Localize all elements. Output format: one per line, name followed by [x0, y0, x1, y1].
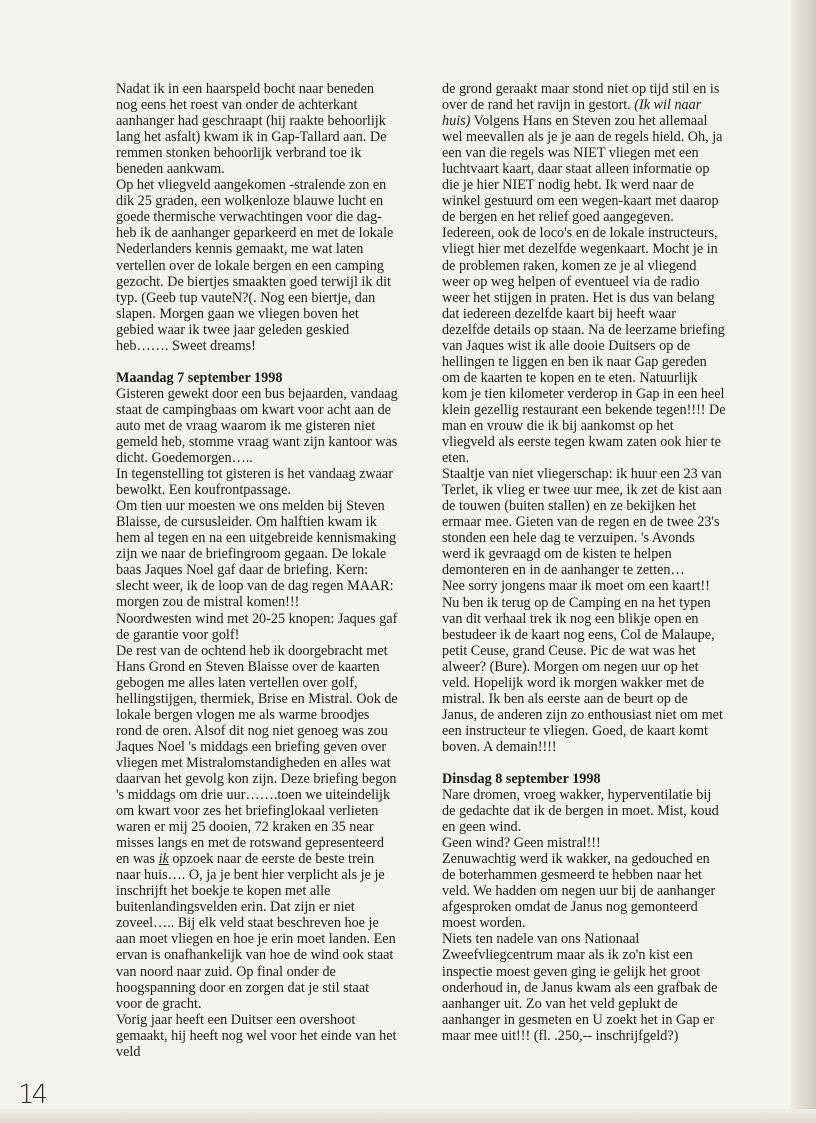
- paragraph: [116, 643, 398, 1012]
- paragraph: Nadat ik in een haarspeld bocht naar beneden nog eens het roest van onder de achterkant aanhanger had geschraapt (hij raakte behoorlijk lang het asfalt) kwam ik in Gap-Tallard aan. De remmen stonken behoorlijk verbrand toe ik beneden aankwam.: [116, 81, 387, 178]
- paragraph: Geen wind? Geen mistral!!!: [442, 835, 601, 852]
- paragraph: Gisteren gewekt door een bus bejaarden, vandaag staat de campingbaas om kwart voor acht aan de auto met de vraag waarom ik me gisteren niet gemeld heb, stomme vraag want zijn kantoor was dicht. Goedemorgen…..: [116, 385, 398, 467]
- paragraph: Noordwesten wind met 20-25 knopen: Jaques gaf de garantie voor golf!: [116, 610, 398, 643]
- paragraph: In tegenstelling tot gisteren is het vandaag zwaar bewolkt. Een koufrontpassage.: [116, 466, 393, 499]
- paragraph: Iedereen, ook de loco's en de lokale instructeurs, vliegt hier met dezelfde wegenkaart. Mocht je in de problemen raken, komen ze je al vliegend weer op weg helpen of eventueel via de radio weer het stijgen in praten. Het is dus van belang dat iedereen dezelfde kaart bij heeft waar dezelfde details op staan. Na de leerzame briefing van Jaques wist ik alle dooie Duitsers op de hellingen te liggen en ben ik naar Gap gereden om de kaarten te kopen en te eten. Natuurlijk kom je tien kilometer verderop in Gap in een heel klein gezellig restaurant een bekende tegen!!!! De man en vrouw die ik bij aankomst op het vliegveld als eerste tegen kwam zaten ook hier te eten.: [442, 225, 726, 467]
- paper-edge-right: [790, 0, 816, 1123]
- paragraph: Vorig jaar heeft een Duitser een overshoot gemaakt, hij heeft nog wel voor het einde van het veld: [116, 1011, 397, 1060]
- paper-edge-bottom: [0, 1109, 816, 1123]
- paragraph: Op het vliegveld aangekomen -stralende zon en dik 25 graden, een wolkenloze blauwe lucht en goede thermische verwachtingen voor die dag- heb ik de aanhanger geparkeerd en met de lokale Nederlanders kennis gemaakt, me wat laten vertellen over de lokale bergen en een camping gezocht. De biertjes smaakten goed terwijl ik dit typ. (Geeb tup vauteN?(. Nog een biertje, dan slapen. Morgen gaan we vliegen boven het gebied waar ik twee jaar geleden geskied heb……. Sweet dreams!: [116, 177, 394, 354]
- paragraph-text: de grond geraakt maar stond niet op tijd stil en is over de rand het ravijn in gestort.: [442, 81, 720, 114]
- paragraph: Om tien uur moesten we ons melden bij Steven Blaisse, de cursusleider. Om halftien kwam ik hem al tegen en na een uitgebreide kennismaking zijn we naar de briefingroom gegaan. De lokale baas Jaques Noel gaf daar de briefing. Kern: slecht weer, ik de loop van de dag regen MAAR: morgen zou de mistral komen!!!: [116, 498, 397, 611]
- page-number: 14: [18, 1080, 46, 1110]
- italic-aside: (Ik wil naar huis): [442, 97, 702, 130]
- paragraph: Nu ben ik terug op de Camping en na het typen van dit verhaal trek ik nog een blikje open en bestudeer ik de kaart nog eens, Col de Malaupe, petit Ceuse, grand Ceuse. Pic de wat was het alweer? (Bure). Morgen om negen uur op het veld. Hopelijk word ik morgen wakker met de mistral. Ik ben als eerste aan de beurt op de Janus, de anderen zijn zo enthousiast niet om met een instructeur te vliegen. Goed, de kaart komt boven. A demain!!!!: [442, 594, 723, 755]
- paragraph: Nare dromen, vroeg wakker, hyperventilatie bij de gedachte dat ik de bergen in moet. Mist, koud en geen wind.: [442, 787, 719, 836]
- paragraph: Staaltje van niet vliegerschap: ik huur een 23 van Terlet, ik vlieg er twee uur mee, ik zet de kist aan de touwen (buiten stallen) en ze bekijken het ermaar mee. Gieten van de regen en de twee 23's stonden een hele dag te verzuipen. 's Avonds werd ik gevraagd om de kisten te helpen demonteren en in de aanhanger te zetten…: [442, 466, 722, 579]
- paragraph: Nee sorry jongens maar ik moet om een kaart!!: [442, 578, 710, 595]
- date-heading: Dinsdag 8 september 1998: [442, 770, 601, 787]
- date-heading: Maandag 7 september 1998: [116, 369, 283, 386]
- paragraph-text-continued: opzoek naar de eerste de beste trein naar huis…. O, ja je bent hier verplicht als je je inschrijft het boekje te kopen met alle buitenlandingsvelden erin. Dat zijn er niet zoveel….. Bij elk veld staat beschreven hoe je aan moet vliegen en hoe je erin moet landen. Een ervan is onafhankelijk van hoe de wind ook staat van noord naar zuid. Op final onder de hoogspanning door en zorgen dat je stil staat voor de gracht.: [116, 851, 396, 1012]
- paragraph-text: De rest van de ochtend heb ik doorgebracht met Hans Grond en Steven Blaisse over de kaarten gebogen me alles laten vertellen over golf, hellingstijgen, thermiek, Brise en Mistral. Ook de lokale bergen vlogen me als warme broodjes rond de oren. Alsof dit nog niet genoeg was zou Jaques Noel 's middags een briefing geven over vliegen met Mistralomstandigheden en alles wat daarvan het gevolg kon zijn. Deze briefing begon 's middags om drie uur…….toen we uiteindelijk om kwart voor zes het briefinglokaal verlieten waren er mij 25 dooien, 72 kraken en 35 near misses langs en met de rotswand gepresenteerd en was: [116, 642, 398, 868]
- paragraph: Zenuwachtig werd ik wakker, na gedouched en de boterhammen gesmeerd te hebben naar het veld. We hadden om negen uur bij de aanhanger afgesproken omdat de Janus nog gemonteerd moest worden.: [442, 851, 716, 932]
- paragraph-text-continued: Volgens Hans en Steven zou het allemaal wel meevallen als je je aan de regels hield. Oh, ja een van die regels was NIET vliegen met een luchtvaart kaart, daar staat alleen informatie op die je hier NIET nodig hebt. Ik werd naar de winkel gestuurd om een wegen-kaart met daarop de bergen en het relief goed aangegeven.: [442, 113, 723, 226]
- emphasis-text: ik: [158, 851, 169, 868]
- left-column: [116, 81, 398, 1060]
- paragraph: Niets ten nadele van ons Nationaal Zweefvliegcentrum maar als ik zo'n kist een inspectie moest geven ging ie gelijk het groot onderhoud in, de Janus kwam als een grafbak de aanhanger uit. Zo van het veld geplukt de aanhanger in gesmeten en U zoekt het in Gap er maar mee uit!!! (fl. .250,-- inschrijfgeld?): [442, 931, 718, 1044]
- right-column: [442, 81, 726, 1044]
- paragraph: [442, 81, 726, 225]
